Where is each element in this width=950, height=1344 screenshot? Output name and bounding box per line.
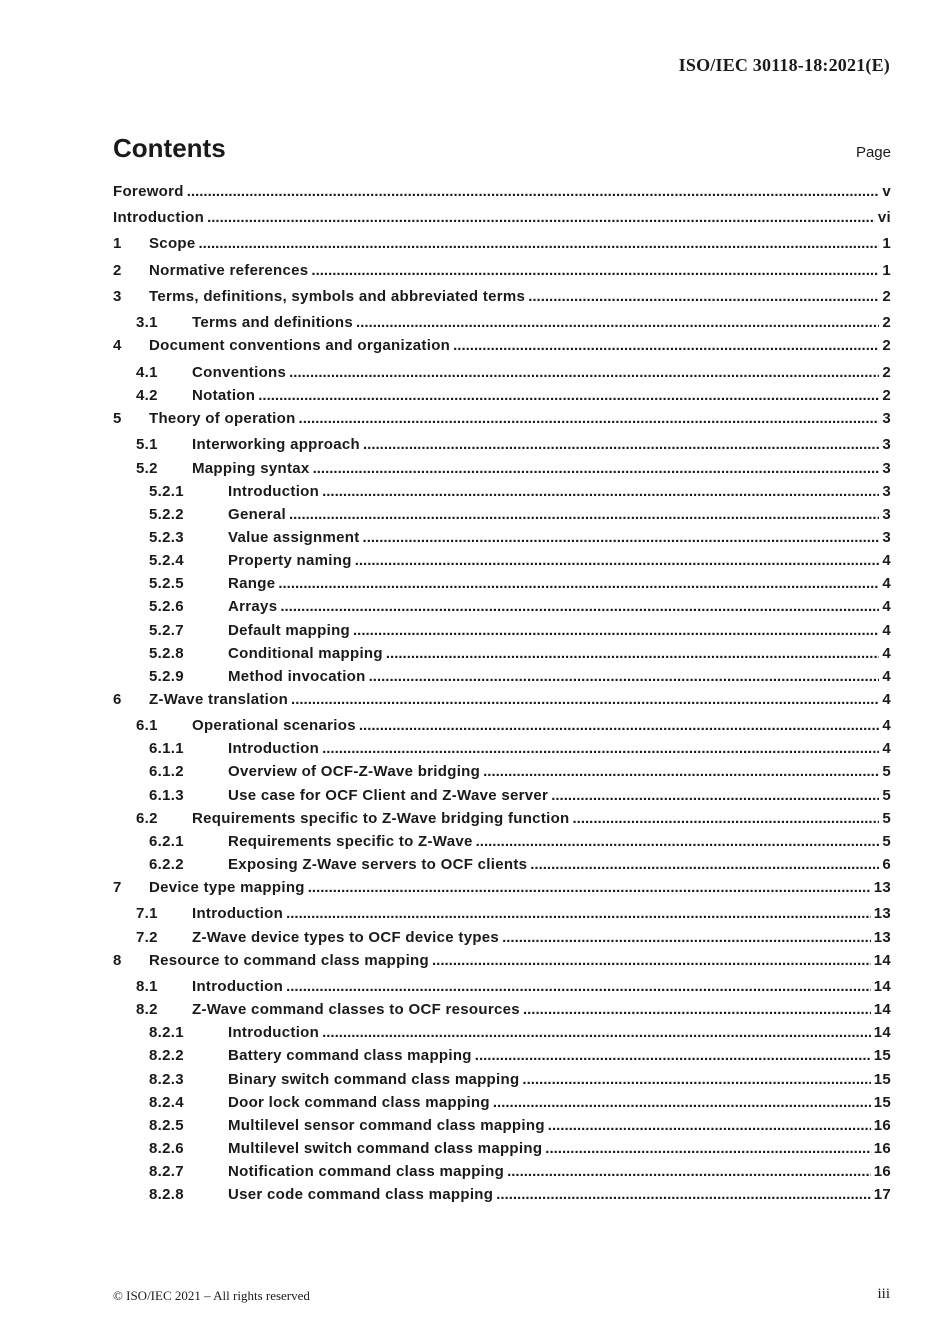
toc-dot-leader [299,409,880,429]
toc-entry-page: 3 [882,460,891,477]
toc-entry-page: 4 [882,717,891,734]
toc-entry-label: Multilevel switch command class mapping [228,1140,543,1157]
toc-entry-label: Notation [192,387,256,404]
toc-dot-leader [280,597,879,617]
toc-entry-number: 8.2.8 [149,1186,184,1203]
toc-entry-page: 15 [873,1071,891,1088]
toc-dot-leader [289,363,879,383]
toc-entry[interactable] [113,739,891,759]
toc-entry[interactable] [113,435,891,455]
toc-entry-label: Introduction [192,905,284,922]
toc-entry-label: Conditional mapping [228,645,383,662]
toc-entry-number: 6 [113,691,122,708]
toc-dot-leader [356,313,879,333]
toc-entry-number: 1 [113,235,122,252]
toc-entry-label: Introduction [228,740,320,757]
toc-entry[interactable] [113,644,891,664]
toc-dot-leader [530,855,879,875]
toc-entry[interactable] [113,363,891,383]
toc-title-row [113,133,891,164]
toc-entry-number: 8.2.3 [149,1071,184,1088]
toc-dot-leader [207,208,875,228]
footer-copyright: © ISO/IEC 2021 – All rights reserved [113,1288,310,1303]
toc-title: Contents [113,133,226,163]
toc-entry[interactable] [113,621,891,641]
toc-entry[interactable] [113,762,891,782]
toc-entry-label: Method invocation [228,668,366,685]
toc-entry-label: Introduction [228,1024,320,1041]
toc-entry[interactable] [113,574,891,594]
toc-dot-leader [286,977,871,997]
toc-dot-leader [386,644,879,664]
toc-entry-label: Theory of operation [149,410,296,427]
toc-entry-label: Resource to command class mapping [149,952,429,969]
toc-entry[interactable] [113,977,891,997]
toc-entry-label: Z-Wave translation [149,691,289,708]
toc-entry-page: vi [877,209,891,226]
toc-entry-page: 13 [873,905,891,922]
toc-dot-leader [355,551,880,571]
toc-entry-number: 7.2 [136,929,158,946]
toc-entry-label: Z-Wave device types to OCF device types [192,929,500,946]
toc-dot-leader [199,234,880,254]
toc-entry[interactable] [113,904,891,924]
toc-entry-number: 8.2.2 [149,1047,184,1064]
toc-entry-page: 14 [873,1024,891,1041]
toc-entry-page: 5 [882,787,891,804]
toc-entry-label: Default mapping [228,622,351,639]
toc-entry-label: General [228,506,286,523]
toc-entry-page: 4 [882,575,891,592]
toc-entry-page: 1 [882,235,891,252]
toc-entry-number: 6.2 [136,810,158,827]
toc-entry[interactable] [113,287,891,307]
toc-entry[interactable] [113,1070,891,1090]
toc-entry-page: 4 [882,668,891,685]
toc-entry-number: 6.1.2 [149,763,184,780]
toc-entry-page: 14 [873,952,891,969]
toc-entry-number: 5.2.1 [149,483,184,500]
toc-dot-leader [476,832,880,852]
toc-dot-leader [502,928,871,948]
toc-entry-page: 4 [882,552,891,569]
toc-dot-leader [483,762,879,782]
toc-entry-number: 8.2 [136,1001,158,1018]
toc-entry-number: 2 [113,262,122,279]
toc-entry[interactable] [113,951,891,971]
toc-entry[interactable] [113,459,891,479]
toc-entry[interactable] [113,1046,891,1066]
toc-entry-page: 6 [882,856,891,873]
toc-entry-label: User code command class mapping [228,1186,494,1203]
toc-entry-number: 5.2.2 [149,506,184,523]
toc-entry[interactable] [113,1139,891,1159]
toc-entry[interactable] [113,1093,891,1113]
toc-dot-leader [359,716,879,736]
toc-entry-number: 6.2.2 [149,856,184,873]
toc-entry-page: 14 [873,978,891,995]
toc-entry-number: 5.2.8 [149,645,184,662]
toc-entry-number: 5.2 [136,460,158,477]
toc-entry-number: 5.1 [136,436,158,453]
toc-entry[interactable] [113,528,891,548]
toc-entry-label: Normative references [149,262,309,279]
toc-dot-leader [363,435,879,455]
footer-page-number: iii [877,1286,890,1302]
toc-entry[interactable] [113,1116,891,1136]
toc-dot-leader [353,621,879,641]
toc-entry[interactable] [113,551,891,571]
toc-dot-leader [363,528,880,548]
toc-dot-leader [322,1023,871,1043]
toc-entry-label: Requirements specific to Z-Wave [228,833,473,850]
toc-entry-page: 2 [882,288,891,305]
toc-entry-label: Property naming [228,552,352,569]
toc-entry[interactable] [113,855,891,875]
toc-entry[interactable] [113,261,891,281]
toc-entry-number: 8 [113,952,122,969]
toc-entry[interactable] [113,1162,891,1182]
toc-entry[interactable] [113,1000,891,1020]
toc-entry-label: Value assignment [228,529,360,546]
toc-dot-leader [493,1093,871,1113]
toc-entry-label: Operational scenarios [192,717,356,734]
toc-entry[interactable] [113,597,891,617]
toc-entry-number: 6.1.1 [149,740,184,757]
toc-dot-leader [475,1046,871,1066]
toc-entry-label: Introduction [113,209,205,226]
toc-entry-page: 3 [882,436,891,453]
toc-dot-leader [523,1000,871,1020]
toc-dot-leader [322,739,879,759]
toc-entry-number: 8.1 [136,978,158,995]
toc-entry-page: 4 [882,691,891,708]
toc-dot-leader [551,786,879,806]
toc-entry[interactable] [113,716,891,736]
toc-entry-number: 4.2 [136,387,158,404]
toc-entry-label: Interworking approach [192,436,360,453]
toc-dot-leader [291,690,879,710]
toc-entry-label: Exposing Z-Wave servers to OCF clients [228,856,528,873]
toc-entry-page: 2 [882,314,891,331]
toc-entry-page: 16 [873,1163,891,1180]
document-code: ISO/IEC 30118-18:2021(E) [678,55,890,75]
toc-dot-leader [507,1162,871,1182]
toc-entry[interactable] [113,234,891,254]
toc-entry-number: 6.2.1 [149,833,184,850]
toc-entry[interactable] [113,1185,891,1205]
toc-entry-number: 7.1 [136,905,158,922]
toc-entry-page: 5 [882,833,891,850]
toc-entry-label: Z-Wave command classes to OCF resources [192,1001,520,1018]
toc-entry-label: Notification command class mapping [228,1163,505,1180]
toc-dot-leader [289,505,879,525]
toc-entry-page: 15 [873,1047,891,1064]
toc-entry-page: 4 [882,645,891,662]
toc-entry-label: Conventions [192,364,287,381]
toc-entry-number: 8.2.5 [149,1117,184,1134]
toc-dot-leader [308,878,871,898]
toc-entry-number: 5.2.7 [149,622,184,639]
toc-entry-label: Scope [149,235,196,252]
toc-entry-label: Terms, definitions, symbols and abbreviated terms [149,288,526,305]
toc-entry-page: 15 [873,1094,891,1111]
toc-entry[interactable] [113,313,891,333]
toc-entry-number: 5 [113,410,122,427]
toc-entry-page: 14 [873,1001,891,1018]
toc-dot-leader [573,809,880,829]
toc-entry-page: 2 [882,364,891,381]
toc-entry-page: 5 [882,810,891,827]
toc-entry-page: 3 [882,529,891,546]
toc-entry[interactable] [113,336,891,356]
toc-entry[interactable] [113,832,891,852]
toc-entry-number: 4.1 [136,364,158,381]
toc-entry-number: 5.2.9 [149,668,184,685]
toc-entry[interactable] [113,690,891,710]
toc-entry[interactable] [113,878,891,898]
toc-entry-page: 5 [882,763,891,780]
toc-entry-label: Battery command class mapping [228,1047,472,1064]
toc-entry-number: 8.2.6 [149,1140,184,1157]
toc-entry[interactable] [113,505,891,525]
toc-dot-leader [432,951,871,971]
toc-dot-leader [311,261,879,281]
toc-dot-leader [522,1070,870,1090]
toc-entry-page: 2 [882,337,891,354]
toc-entry-page: 4 [882,622,891,639]
toc-entry-number: 6.1.3 [149,787,184,804]
toc-entry-number: 8.2.7 [149,1163,184,1180]
toc-entry-label: Door lock command class mapping [228,1094,490,1111]
toc-entry-number: 8.2.4 [149,1094,184,1111]
toc-entry-page: 4 [882,740,891,757]
toc-entry-label: Foreword [113,183,184,200]
toc-entry-number: 3.1 [136,314,158,331]
toc-entry[interactable] [113,1023,891,1043]
toc-entry-page: 13 [873,929,891,946]
toc-entry-number: 4 [113,337,122,354]
toc-entry-label: Overview of OCF-Z-Wave bridging [228,763,481,780]
toc-entry[interactable] [113,786,891,806]
toc-entry-label: Arrays [228,598,278,615]
toc-entry-page: 3 [882,410,891,427]
toc-dot-leader [187,182,880,202]
toc-entry-number: 6.1 [136,717,158,734]
toc-entry-label: Multilevel sensor command class mapping [228,1117,545,1134]
toc-entry-label: Range [228,575,276,592]
toc-entry-page: v [882,183,891,200]
toc-entry[interactable] [113,809,891,829]
toc-entry-number: 3 [113,288,122,305]
toc-entry-label: Requirements specific to Z-Wave bridging function [192,810,570,827]
toc-dot-leader [545,1139,870,1159]
toc-entry-page: 16 [873,1140,891,1157]
toc-entry-number: 7 [113,879,122,896]
toc-entry[interactable] [113,667,891,687]
toc-entry-label: Binary switch command class mapping [228,1071,520,1088]
toc-entry-label: Device type mapping [149,879,305,896]
toc-entry-page: 4 [882,598,891,615]
toc-dot-leader [369,667,880,687]
toc-entry-label: Introduction [192,978,284,995]
toc-entry-number: 5.2.5 [149,575,184,592]
toc-entry-page: 3 [882,506,891,523]
toc-entry-number: 8.2.1 [149,1024,184,1041]
toc-entry[interactable] [113,409,891,429]
toc-entry-label: Mapping syntax [192,460,310,477]
toc-entry-page: 13 [873,879,891,896]
toc-entry-number: 5.2.3 [149,529,184,546]
toc-entry-page: 17 [873,1186,891,1203]
toc-entry-page: 3 [882,483,891,500]
toc-entry-page: 16 [873,1117,891,1134]
toc-entry[interactable] [113,482,891,502]
toc-dot-leader [453,336,879,356]
toc-dot-leader [528,287,879,307]
toc-entry[interactable] [113,928,891,948]
toc-dot-leader [313,459,880,479]
toc-dot-leader [258,386,879,406]
toc-entry[interactable] [113,182,891,202]
toc-entry-label: Introduction [228,483,320,500]
toc-dot-leader [322,482,879,502]
toc-dot-leader [286,904,871,924]
toc-entry-number: 5.2.4 [149,552,184,569]
toc-dot-leader [278,574,879,594]
toc-entry-label: Terms and definitions [192,314,354,331]
toc-entry-page: 2 [882,387,891,404]
toc-entry-page: 1 [882,262,891,279]
toc-page-column-label: Page [855,144,891,161]
toc-dot-leader [496,1185,870,1205]
toc-entry-label: Use case for OCF Client and Z-Wave server [228,787,549,804]
toc-entry-number: 5.2.6 [149,598,184,615]
toc-entry-label: Document conventions and organization [149,337,451,354]
toc-entry[interactable] [113,386,891,406]
toc-dot-leader [548,1116,871,1136]
toc-entry[interactable] [113,208,891,228]
